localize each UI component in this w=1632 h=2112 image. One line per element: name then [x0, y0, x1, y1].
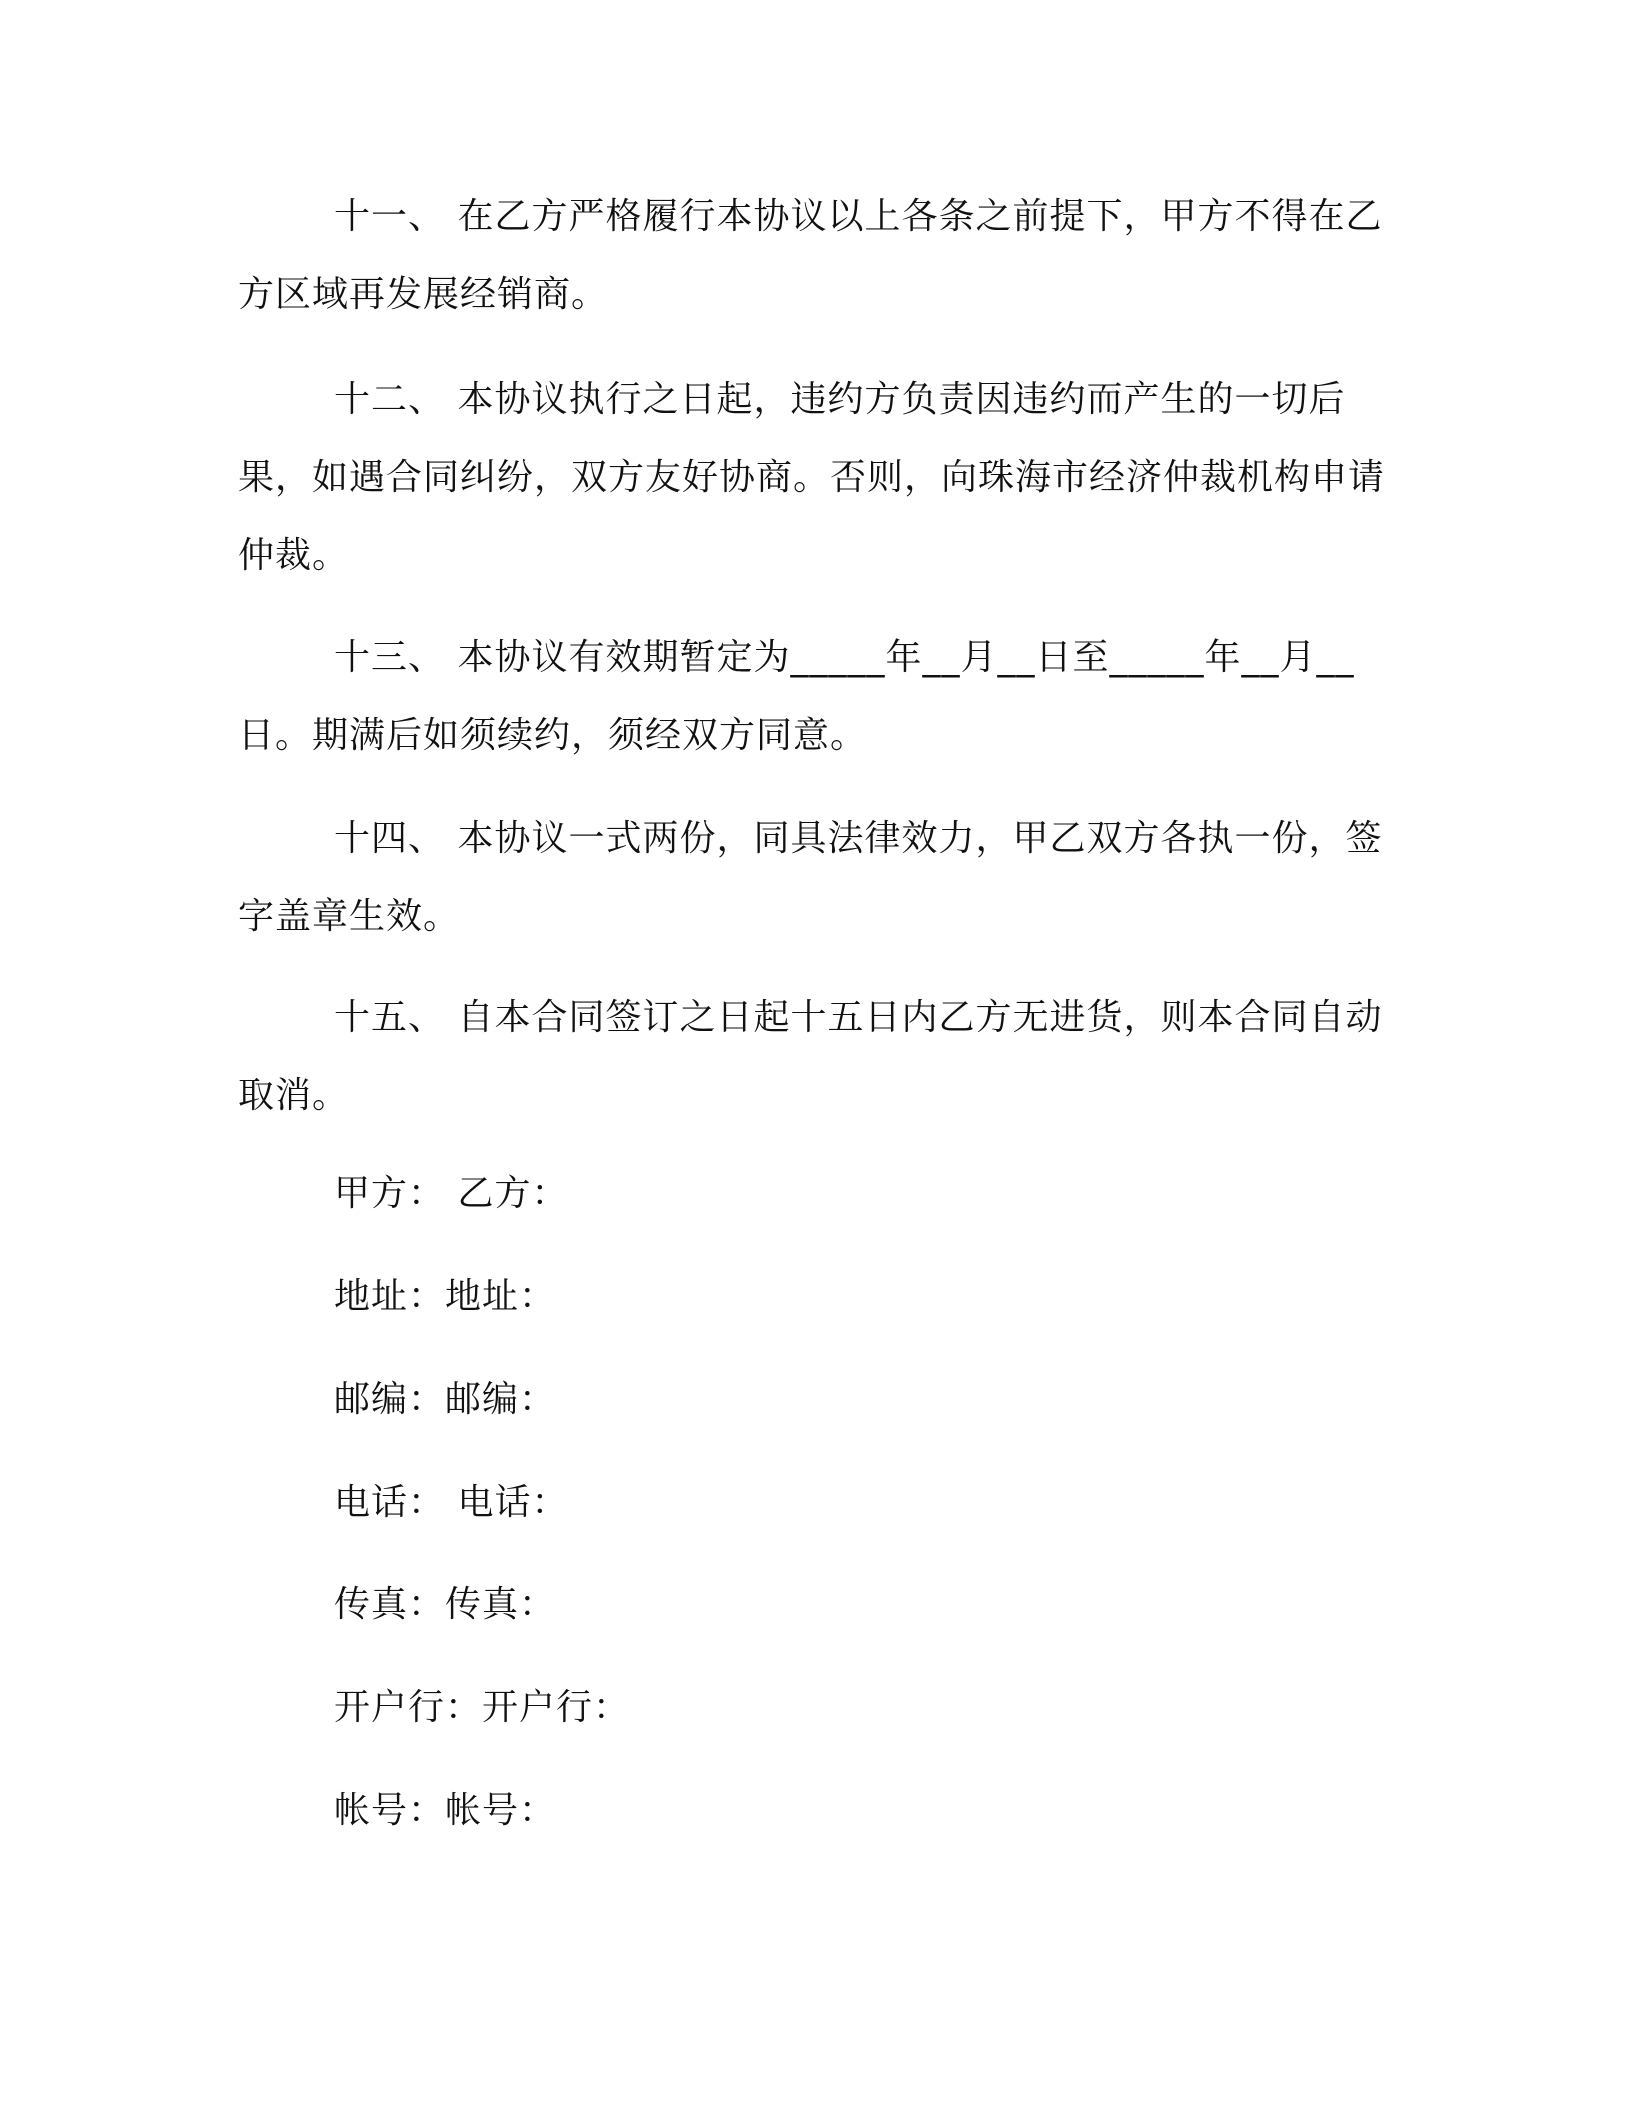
clause-13: 十三、 本协议有效期暂定为_____年__月__日至_____年__月__日。期满后如须续约，须经双方同意。 — [238, 637, 1355, 756]
clause-12: 十二、 本协议执行之日起，违约方负责因违约而产生的一切后果，如遇合同纠纷，双方友好协商。否则，向珠海市经济仲裁机构申请仲裁。 — [238, 379, 1386, 576]
sig-account: 帐号：帐号： — [334, 1790, 557, 1831]
clause-15: 十五、 自本合同签订之日起十五日内乙方无进货，则本合同自动取消。 — [238, 997, 1383, 1116]
clause-14: 十四、 本协议一式两份，同具法律效力，甲乙双方各执一份，签字盖章生效。 — [238, 818, 1383, 937]
sig-bank: 开户行：开户行： — [334, 1687, 631, 1728]
sig-party: 甲方： 乙方： — [334, 1173, 569, 1214]
sig-address: 地址：地址： — [334, 1276, 557, 1317]
sig-phone: 电话： 电话： — [334, 1482, 569, 1523]
sig-fax: 传真：传真： — [334, 1584, 557, 1625]
sig-postcode: 邮编：邮编： — [334, 1379, 557, 1420]
clause-11: 十一、 在乙方严格履行本协议以上各条之前提下，甲方不得在乙方区域再发展经销商。 — [238, 196, 1383, 315]
